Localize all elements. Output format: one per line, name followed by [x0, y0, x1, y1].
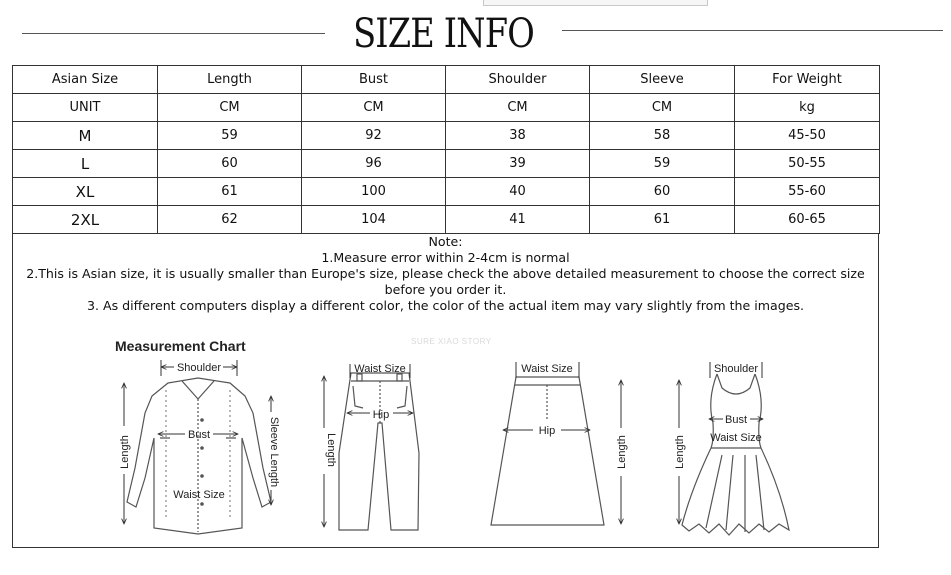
skirt-waist-label: Waist Size	[521, 363, 573, 375]
header-divider-right	[562, 30, 943, 31]
table-cell: 45-50	[735, 122, 880, 150]
table-cell: 50-55	[735, 150, 880, 178]
table-cell: 58	[590, 122, 735, 150]
measurement-chart	[13, 233, 878, 547]
measurement-chart-title: Measurement Chart	[115, 338, 246, 354]
table-row	[13, 178, 880, 206]
pants-illustration	[339, 373, 419, 530]
note-heading: Note:	[428, 234, 463, 249]
size-cell: M	[13, 122, 158, 150]
dress-waist-label: Waist Size	[710, 432, 762, 444]
shirt-sleeve-length-label: Sleeve Length	[268, 416, 280, 488]
header-cell: For Weight	[735, 66, 880, 94]
table-row	[13, 206, 880, 234]
table-unit-row	[13, 94, 880, 122]
skirt-length-label: Length	[616, 435, 628, 469]
shirt-length-label: Length	[119, 435, 131, 469]
table-cell: 100	[302, 178, 446, 206]
shirt-shoulder-label: Shoulder	[176, 362, 222, 374]
note-line-3: 3. As different computers display a different color, the color of the actual item may vary slightly from the images.	[86, 298, 805, 313]
pants-waist-label: Waist Size	[354, 363, 406, 375]
table-cell: 104	[302, 206, 446, 234]
size-cell: L	[13, 150, 158, 178]
size-cell: XL	[13, 178, 158, 206]
table-row	[13, 122, 880, 150]
header-cell: Asian Size	[13, 66, 158, 94]
unit-cell: CM	[302, 94, 446, 122]
unit-cell: CM	[446, 94, 590, 122]
watermark: SURE XIAO STORY	[411, 337, 492, 346]
table-cell: 61	[590, 206, 735, 234]
skirt-illustration	[491, 377, 604, 525]
table-cell: 62	[158, 206, 302, 234]
table-cell: 92	[302, 122, 446, 150]
shirt-illustration	[127, 378, 271, 534]
skirt-hip-label: Hip	[538, 425, 556, 437]
table-cell: 39	[446, 150, 590, 178]
note-line-2: 2.This is Asian size, it is usually smaller than Europe's size, please check the above detailed measurement to choose the correct size before you order it.	[26, 266, 865, 297]
table-cell: 59	[590, 150, 735, 178]
unit-cell: CM	[590, 94, 735, 122]
size-table	[12, 65, 880, 234]
dress-illustration	[682, 374, 789, 535]
table-cell: 41	[446, 206, 590, 234]
table-row	[13, 150, 880, 178]
pants-length-label: Length	[325, 433, 337, 467]
table-cell: 60	[158, 150, 302, 178]
dress-length-label: Length	[674, 435, 686, 469]
table-cell: 40	[446, 178, 590, 206]
size-cell: 2XL	[13, 206, 158, 234]
table-cell: 96	[302, 150, 446, 178]
top-tab	[483, 0, 708, 6]
unit-cell: UNIT	[13, 94, 158, 122]
note-line-1: 1.Measure error within 2-4cm is normal	[321, 250, 570, 265]
header-cell: Sleeve	[590, 66, 735, 94]
header-divider-left	[22, 33, 325, 34]
pants-hip-label: Hip	[372, 409, 390, 421]
unit-cell: kg	[735, 94, 880, 122]
table-cell: 61	[158, 178, 302, 206]
header-cell: Bust	[302, 66, 446, 94]
header-cell: Length	[158, 66, 302, 94]
table-cell: 60	[590, 178, 735, 206]
dress-bust-label: Bust	[724, 414, 748, 426]
page-title: SIZE INFO	[353, 11, 534, 57]
header-cell: Shoulder	[446, 66, 590, 94]
table-cell: 59	[158, 122, 302, 150]
shirt-bust-label: Bust	[187, 429, 211, 441]
table-cell: 55-60	[735, 178, 880, 206]
table-header-row	[13, 66, 880, 94]
notes-panel	[12, 233, 879, 548]
dress-shoulder-label: Shoulder	[713, 363, 759, 375]
shirt-waist-label: Waist Size	[173, 489, 225, 501]
table-cell: 38	[446, 122, 590, 150]
unit-cell: CM	[158, 94, 302, 122]
table-cell: 60-65	[735, 206, 880, 234]
